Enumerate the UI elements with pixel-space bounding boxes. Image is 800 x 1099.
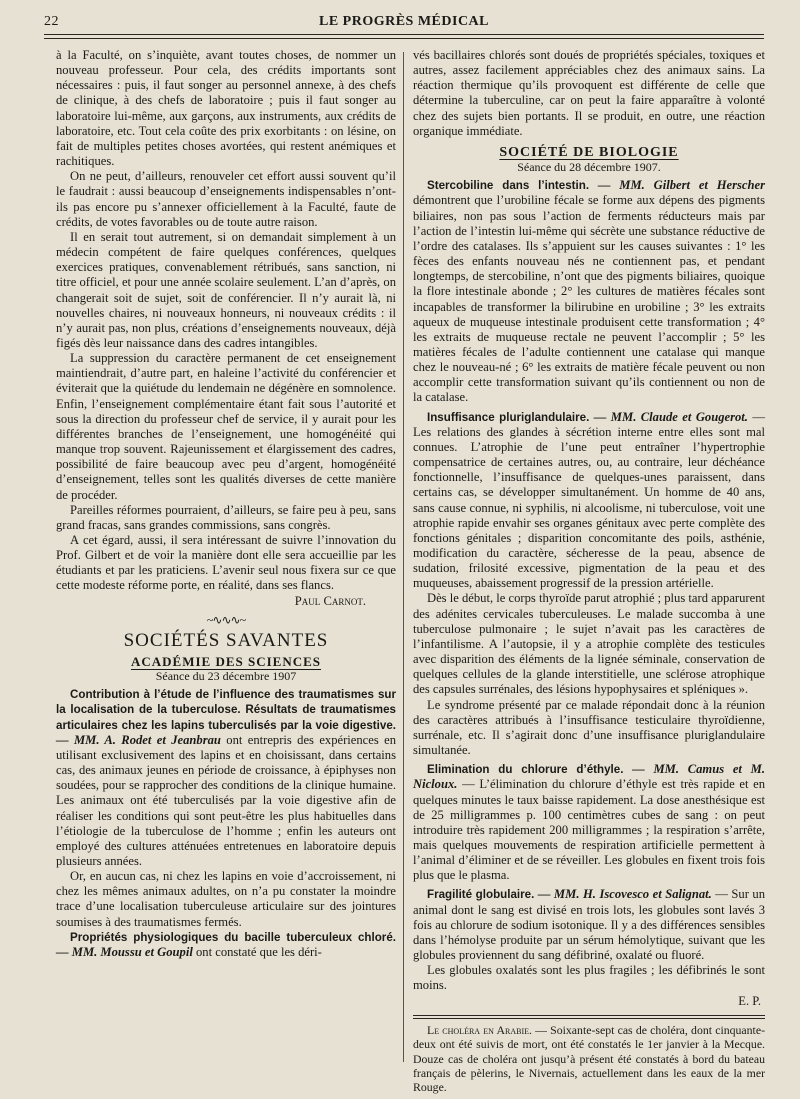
society-title: SOCIÉTÉ DE BIOLOGIE [499,144,679,160]
article-authors: — MM. Camus et M. Nicloux. [413,762,765,792]
signature: Paul Carnot. [294,593,366,608]
academy-title: ACADÉMIE DES SCIENCES [130,653,322,669]
article-body: — Les relations des glandes à sécrétion interne entre elles sont mal connues. L’atrophie de l’une peut entraîner l’hypertrophie compensatrice de certaines autres, ou, au contraire, leur déchéance fonctionnelle, l’insuffisance de quelques-unes paraissent, dans certains cas, se développer simultanément. Un homme de 40 ans, sans cause connue, ni syphilis, ni alcoolisme, ni tuberculose, voit une atrophie rapide envahir ses organes génitaux avec perte complète des fonctions génitales ; disparition concomitante des poils, asthénie, modification du caractère, sécheresse de la peau, absence de sudation, frilosité excessive, pigmentation de la peau et des muqueuses, abaissement progressif de la pression artérielle. [413,409,765,591]
academy-date: Séance du 23 décembre 1907 [155,669,297,684]
ornament-divider: ~∿∿∿~ [206,612,246,627]
article-lead: Insuffisance pluriglandulaire. [427,410,590,424]
section-title: SOCIÉTÉS SAVANTES [123,629,329,651]
column-divider [403,52,404,1062]
article-body-2: Or, en aucun cas, ni chez les lapins en voie d’accroissement, ni chez les mêmes animaux adultes, on n’a pu constater la moindre trace d’une localisation tuberculeuse articulaire sur des jointures soumises à des traumatismes fermés. [56,869,396,929]
article-body: démontrent que l’urobiline fécale se forme aux dépens des pigments biliaires, non pas sous l’action de ferments réducteurs mais par l’action de l’intestin lui-même qui sécrète une substance réductive de l’ordre des catalases. Ils s’appuient sur les causes suivantes : 1° les fèces des enfants nouveau nés ne contiennent pas, et pendant longtemps, de stercobiline, n’ont que des pigments biliaires, quoique la flore intestinale abonde ; 2° les cultures de matières fécales sont incapables de transformer la bilirubine en urobiline ; 3° les extraits aqueux de muqueuse intestinale produisent cette transformation ; 4° les extraits de muqueuse rectale ne peuvent l’accomplir ; 5° les matières fécales de l’adulte contiennent une catalase qui manque chez le nouveau-né ; 6° les extraits de matière fécale peuvent ou non accomplir cette transformation suivant qu’ils contiennent ou non de la catalase. [413,193,765,405]
article-lead: Contribution à l’étude de l’influence des traumatismes sur la localisation de la tuberculose. Résultats de traumatismes articulaires chez les lapins tuberculisés par la voie digestive. [56,688,396,732]
left-column [56,48,396,960]
paragraph: A cet égard, aussi, il sera intéressant de suivre l’innovation du Prof. Gilbert et de voir la manière dont elle sera accueillie par les étudiants et par les praticiens. L’avenir seul nous fixera sur ce que cette modeste réforme porte, en réalité, dans ses flancs. [56,533,396,593]
paragraph: Pareilles réformes pourraient, d’ailleurs, se faire peu à peu, sans grand fracas, sans grandes commissions, sans congrès. [56,502,396,532]
paragraph: Il en serait tout autrement, si on demandait simplement à un médecin compétent de faire quelques conférences, quelques exercices pratiques, convenablement rétribués, sans sanction, ni titre officiel, et pour une année scolaire seulement. L’an d’après, on changerait soit de sujet, soit de conférencier. Il n’y aurait là, ni nouvelles chaires, ni nouveaux honneurs, ni nouveaux crédits : il n’y aurait pas, non plus, créations d’enseignements nouveaux, déjà figés dès leur naissance dans des cadres intangibles. [56,229,396,350]
article [56,687,396,869]
article-authors: — MM. Moussu et Goupil [56,944,193,959]
page-number: 22 [44,14,59,29]
initials: E. P. [738,993,761,1008]
article-body: ont constaté que les déri- [195,944,322,959]
article [56,930,396,960]
article-body: — Sur un animal dont le sang est divisé en trois lots, les globules sont lavés 3 fois au chlorure de sodium isotonique. Il y a des différences sensibles dans l’hémolyse produite par un sérum hémolytique, suivant que les globules proviennent du sang défibriné, oxalaté ou fluoré. [413,887,765,963]
paragraph: On ne peut, d’ailleurs, renouveler cet effort aussi souvent qu’il le faudrait : aussi beaucoup d’enseignements indispensables n’ont-ils pas encore pu s’annexer officiellement à la Faculté, faute de crédits, de votes favorables ou de toute autre raison. [56,169,396,229]
paragraph: La suppression du caractère permanent de cet enseignement maintiendrait, d’autre part, en haleine l’activité du conférencier et éviterait que la quiétude du lendemain ne dégénère en somnolence. Enfin, l’enseignement complémentaire étant fait sous l’autorité et sous la direction du professeur chef de service, il y aurait pour les différentes branches de l’enseignement, une homogénéité qui manque trop souvent. Rajeunissement et élargissement des cadres, possibilité de faire beaucoup avec peu d’argent, homogénéité d’enseignement, telles sont les qualités diverses de cette manière de procéder. [56,351,396,502]
article [413,887,765,963]
right-column [413,48,765,1095]
article-lead: Elimination du chlorure d’éthyle. [427,763,624,777]
article-lead: Stercobiline dans l’intestin. [427,179,590,193]
article-lead: Propriétés physiologiques du bacille tuberculeux chloré. [70,930,396,944]
header-rule-thin [44,38,764,39]
note-body: — Soixante-sept cas de choléra, dont cinquante-deux ont été suivis de mort, ont été constatés le 1er janvier à la Mecque. Douze cas de choléra ont jusqu’à présent été constatés à bord du bateau français de pèlerins, le Nivernais, actuellement dans les eaux de la mer Rouge. [413,1022,766,1095]
article-body-2: Les globules oxalatés sont les plus fragiles ; les défibrinés le sont moins. [413,963,765,993]
article-body: ont entrepris des expériences en utilisant exclusivement des lapins et en choisissant, dans certains cas, des animaux jeunes en période de croissance, à épiphyses non soudées, pour se rapprocher des conditions de la clinique humaine. Les animaux ont été tuberculisés par la voie digestive afin de réaliser les conditions qui sont peut-être les plus habituelles dans l’étiologie de la tuberculose de l’homme ; enfin les auteurs ont employé des cultures atténuées entretenues en laboratoire depuis plusieurs années. [56,732,396,868]
note-label: Le choléra en Arabie. [427,1022,532,1037]
article [413,178,765,405]
article-body-3: Le syndrome présenté par ce malade répondait donc à la réunion des caractères attribués à l’insuffisance testiculaire thyroïdienne, surrénale, etc. Il s’agirait donc d’une insuffisance pluriglandulaire simultanée. [413,697,765,758]
article-body: — L’élimination du chlorure d’éthyle est très rapide et en quelques minutes le taux baisse rapidement. La dose anesthésique est de 25 milligrammes p. 100 centimètres cubes de sang : on peut introduire très rapidement 200 milligrammes ; la respiration s’arrête, mais quelques mouvements de respiration artificielle permettent à l’animal d’éliminer et de se réveiller. Les globules en fixent trois fois plus que le plasma. [413,777,765,883]
note-rule-thin [413,1018,765,1019]
continuation-paragraph: vés bacillaires chlorés sont doués de propriétés spéciales, toxiques et autres, assez facilement appréciables chez des animaux sains. La réaction thermique qu’ils provoquent est différente de celle que détermine la tuberculine, car on peut la faire apparaître à volonté chez des sujets bien portants. Il se produit, en outre, une réaction organique immédiate. [413,48,765,138]
note-rule [413,1015,765,1016]
article-authors: — MM. Gilbert et Herscher [597,178,765,193]
article-lead: Fragilité globulaire. [427,888,535,902]
society-date: Séance du 28 décembre 1907. [517,160,661,175]
article-body-2: Dès le début, le corps thyroïde parut atrophié ; plus tard apparurent des adénites cervicales tuberculeuses. Le malade succomba à une tuberculose pulmonaire ; le sujet n’avait pas les caractères de l’infantilisme. A l’autopsie, il y a atrophie complète des testicules avec disparition des éléments de la lignée séminale, conservation de quelques cellules de la glande interstitielle, une sclérose atrophique des capsules surrénales, des lésions hypophysaires et spléniques ». [413,591,765,697]
intro-paragraph: à la Faculté, on s’inquiète, avant toutes choses, de nommer un nouveau professeur. Pour cela, des crédits importants sont nécessaires : puis, il faut songer au personnel annexe, à des chefs de clinique, à des chefs de laboratoire ; puis il faut songer au laboratoire lui-même, aux garçons, aux instruments, aux crédits de laboratoire, etc. Tout cela coûte des prix exorbitants : on lésine, on fait de multiples petites choses avortées, qui restent anémiques et rachitiques. [56,48,396,169]
news-note [413,1023,765,1095]
header-rule [44,34,764,35]
article [413,762,765,883]
article-authors: — MM. Claude et Gougerot. [593,409,748,424]
article-authors: — MM. A. Rodet et Jeanbrau [56,732,221,747]
page-header [44,12,764,34]
journal-title: LE PROGRÈS MÉDICAL [318,14,490,29]
article [413,410,765,592]
article-authors: — MM. H. Iscovesco et Salignat. [537,887,712,902]
